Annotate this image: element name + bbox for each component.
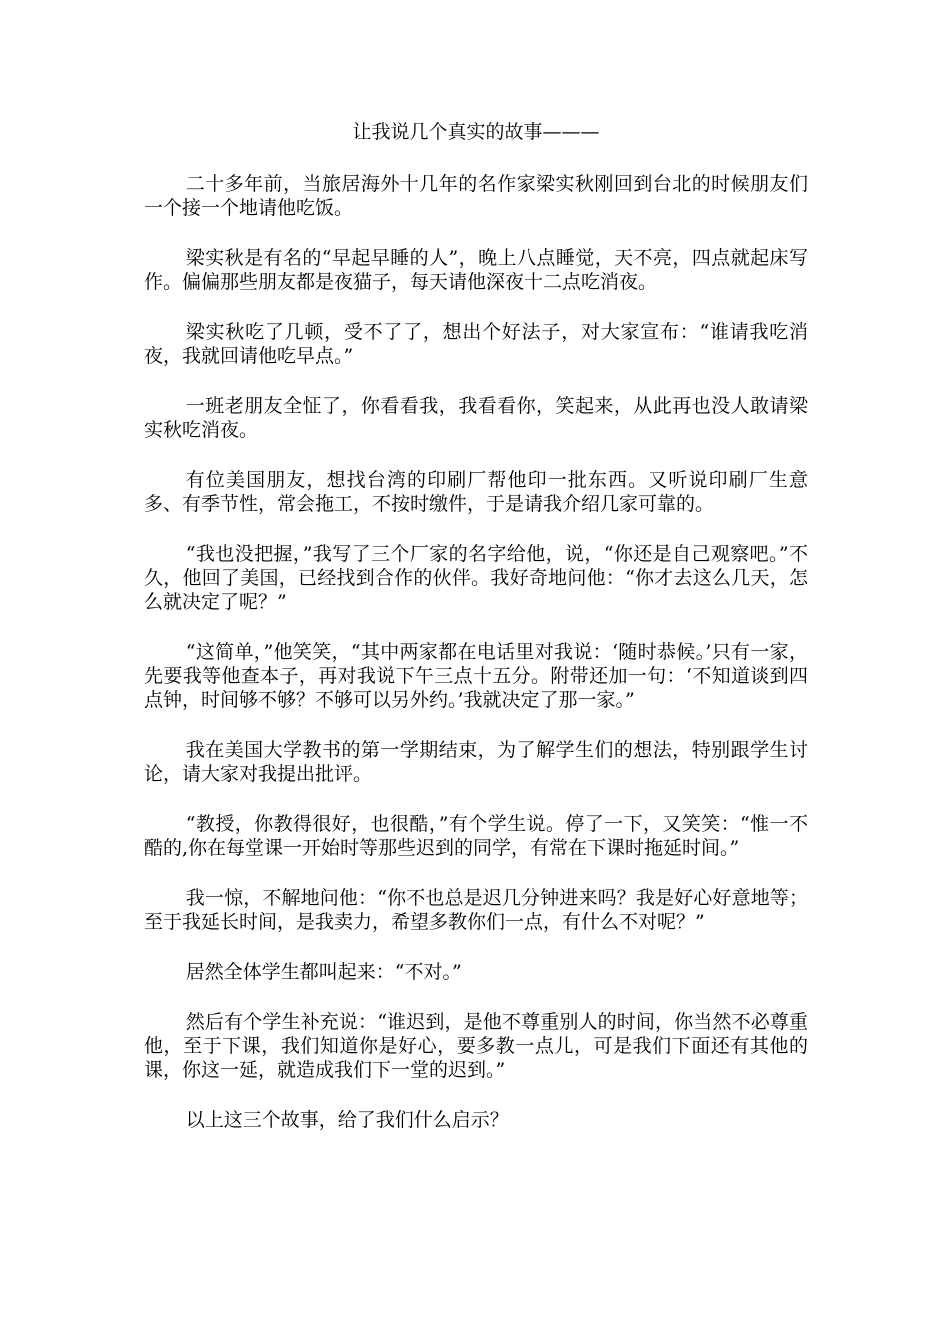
paragraph-4: 一班老朋友全怔了，你看看我，我看看你，笑起来，从此再也没人敢请梁实秋吃消夜。 (144, 395, 808, 441)
paragraph-1: 二十多年前，当旅居海外十几年的名作家梁实秋刚回到台北的时候朋友们一个接一个地请他吃饭。 (144, 173, 808, 219)
paragraph-11: 居然全体学生都叫起来：“不对。” (185, 961, 462, 983)
document-title: 让我说几个真实的故事——— (352, 121, 600, 143)
paragraph-2: 梁实秋是有名的“早起早睡的人”，晚上八点睡觉，天不亮，四点就起床写作。偏偏那些朋友都是夜猫子，每天请他深夜十二点吃消夜。 (144, 247, 808, 293)
paragraph-7: “这简单，”他笑笑，“其中两家都在电话里对我说：‘随时恭候。’只有一家，先要我等他查本子，再对我说下午三点十五分。附带还加一句：‘不知道谈到四点钟，时间够不够？不够可以另外约。’我就决定了那一家。” (144, 641, 808, 711)
paragraph-6: “我也没把握，”我写了三个厂家的名字给他，说，“你还是自己观察吧。”不久，他回了美国，已经找到合作的伙伴。我好奇地问他：“你才去这么几天，怎么就决定了呢？” (144, 543, 808, 613)
paragraph-5: 有位美国朋友，想找台湾的印刷厂帮他印一批东西。又听说印刷厂生意多、有季节性，常会拖工，不按时缴件，于是请我介绍几家可靠的。 (144, 469, 808, 515)
paragraph-10: 我一惊，不解地问他：“你不也总是迟几分钟进来吗？我是好心好意地等；至于我延长时间，是我卖力，希望多教你们一点，有什么不对呢？” (144, 887, 808, 933)
document-page (144, 118, 808, 1158)
paragraph-3: 梁实秋吃了几顿，受不了了，想出个好法子，对大家宣布：“谁请我吃消夜，我就回请他吃早点。” (144, 321, 808, 367)
paragraph-9: “教授，你教得很好，也很酷，”有个学生说。停了一下，又笑笑：“惟一不酷的,你在每堂课一开始时等那些迟到的同学，有常在下课时拖延时间。” (144, 813, 808, 859)
paragraph-13: 以上这三个故事，给了我们什么启示？ (185, 1109, 509, 1131)
paragraph-8: 我在美国大学教书的第一学期结束，为了解学生们的想法，特别跟学生讨论，请大家对我提出批评。 (144, 739, 808, 785)
paragraph-12: 然后有个学生补充说：“谁迟到，是他不尊重别人的时间，你当然不必尊重他，至于下课，我们知道你是好心，要多教一点儿，可是我们下面还有其他的课，你这一延，就造成我们下一堂的迟到。” (144, 1011, 808, 1081)
